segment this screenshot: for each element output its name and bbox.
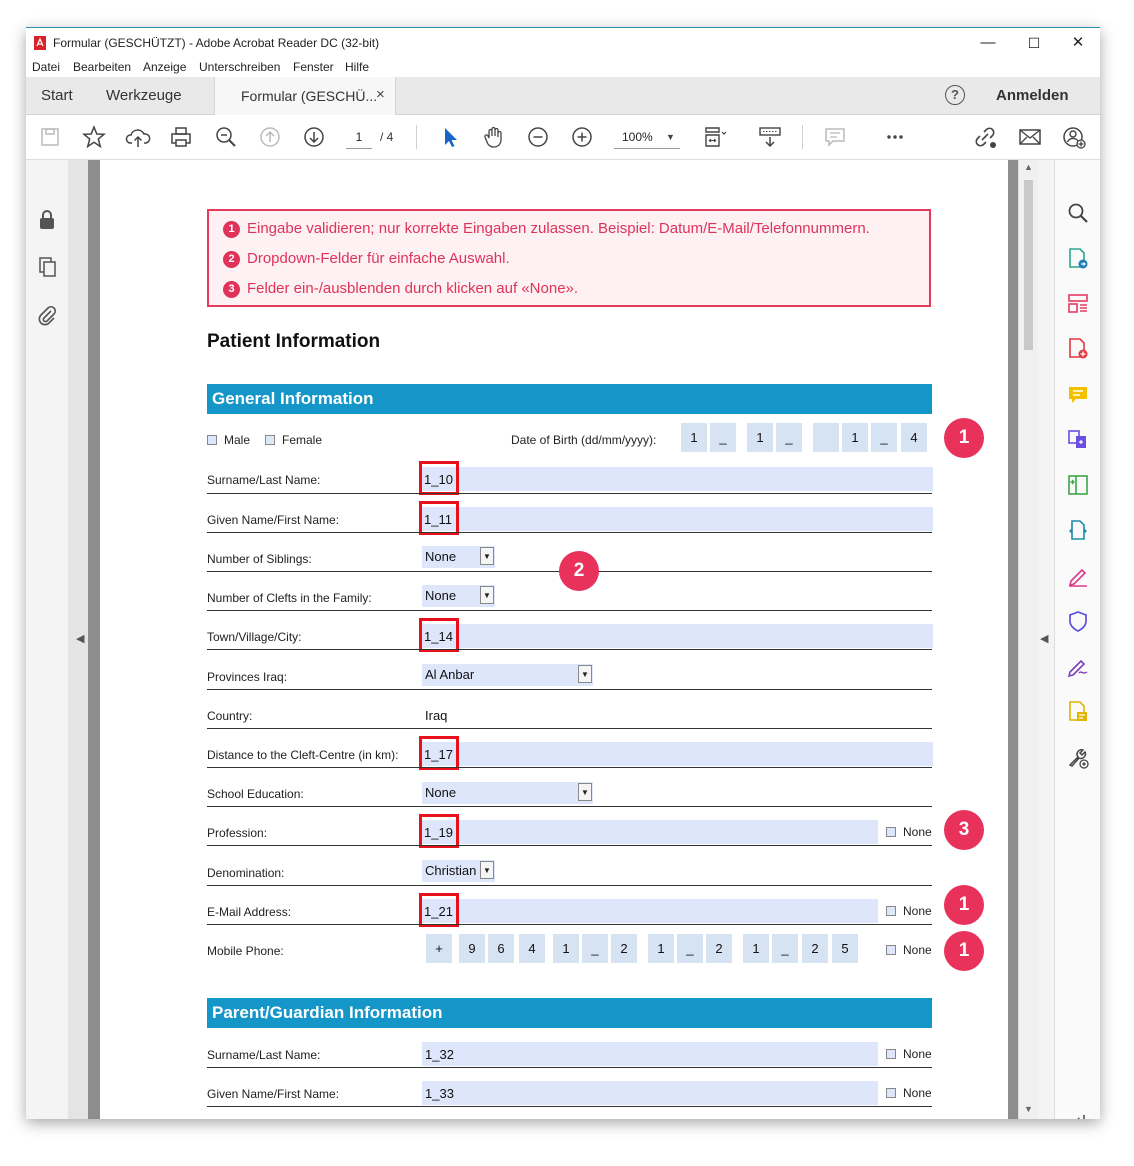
phone-digit[interactable]: 6 — [488, 934, 514, 963]
row-divider — [207, 885, 932, 886]
row-divider — [207, 1106, 932, 1107]
right-gutter — [1038, 160, 1054, 1119]
pages-icon[interactable] — [37, 256, 57, 278]
country-value: Iraq — [425, 708, 448, 723]
siblings-value: None — [425, 549, 457, 564]
request-signature-icon[interactable] — [1067, 655, 1089, 677]
given-name-value-highlight: 1_11 — [419, 501, 459, 535]
acrobat-window — [26, 27, 1100, 1119]
instruction-notice — [207, 209, 931, 307]
school-label: School Education: — [207, 787, 304, 801]
create-pdf-icon[interactable] — [1067, 338, 1089, 360]
print-icon[interactable] — [168, 124, 194, 150]
email-label: E-Mail Address: — [207, 905, 292, 919]
more-options-icon[interactable] — [882, 124, 908, 150]
phone-none-checkbox[interactable] — [886, 945, 896, 955]
parent-surname-none-label: None — [903, 1047, 932, 1061]
phone-digit[interactable]: 5 — [832, 934, 858, 963]
zoom-in-icon[interactable] — [569, 124, 595, 150]
search-zoom-icon[interactable] — [213, 124, 239, 150]
male-label: Male — [224, 433, 251, 447]
row-divider — [207, 649, 932, 650]
province-value: Al Anbar — [425, 667, 475, 682]
marker-validation: 1 — [944, 885, 984, 925]
mobile-phone-field[interactable] — [426, 934, 866, 963]
dob-digit[interactable]: _ — [776, 423, 802, 452]
phone-digit[interactable]: _ — [582, 934, 608, 963]
tab-werkzeuge[interactable]: Werkzeuge — [106, 87, 182, 104]
phone-digit[interactable]: _ — [677, 934, 703, 963]
row-divider — [207, 532, 932, 533]
section-general-information — [207, 384, 932, 414]
clefts-dropdown[interactable] — [422, 585, 495, 607]
notice-text: Eingabe validieren; nur korrekte Eingaben zulassen. Beispiel: Datum/E-Mail/Telefonnummern. — [247, 220, 870, 237]
siblings-dropdown[interactable] — [422, 546, 495, 568]
phone-digit[interactable]: 4 — [519, 934, 545, 963]
menu-fenster[interactable]: Fenster — [293, 60, 334, 74]
dob-digit[interactable]: 1 — [842, 423, 868, 452]
dob-digit[interactable]: 4 — [901, 423, 927, 452]
phone-digit[interactable]: 9 — [459, 934, 485, 963]
siblings-label: Number of Siblings: — [207, 552, 312, 566]
row-divider — [207, 924, 932, 925]
parent-surname-none-checkbox[interactable] — [886, 1049, 896, 1059]
email-icon[interactable] — [1017, 124, 1043, 150]
phone-digit[interactable]: 1 — [553, 934, 579, 963]
fill-sign-icon[interactable] — [1067, 565, 1089, 587]
cloud-upload-icon[interactable] — [125, 124, 151, 150]
acrobat-app-icon — [34, 36, 46, 50]
email-none-label: None — [903, 904, 932, 918]
profession-none-checkbox[interactable] — [886, 827, 896, 837]
zoom-select[interactable] — [614, 126, 680, 149]
window-title: Formular (GESCHÜTZT) - Adobe Acrobat Reader DC (32-bit) — [53, 36, 380, 50]
toolbar-separator — [802, 125, 803, 149]
organize-pages-icon[interactable] — [1067, 293, 1089, 315]
clefts-label: Number of Clefts in the Family: — [207, 591, 372, 605]
prepare-form-icon[interactable] — [1067, 701, 1089, 723]
menu-hilfe[interactable]: Hilfe — [345, 60, 370, 74]
parent-surname-value: 1_32 — [425, 1047, 454, 1062]
section-title: General Information — [212, 389, 374, 408]
mobile-phone-label: Mobile Phone: — [207, 944, 284, 958]
page-number-input[interactable]: 1 — [346, 126, 372, 149]
page-shadow-left — [88, 160, 100, 1119]
dob-digit[interactable]: 1 — [747, 423, 773, 452]
toolbar-separator — [416, 125, 417, 149]
parent-given-input[interactable] — [422, 1081, 878, 1105]
tab-bar — [26, 77, 1100, 115]
scrollbar-thumb[interactable] — [1024, 180, 1033, 350]
phone-digit[interactable]: 1 — [743, 934, 769, 963]
province-dropdown[interactable] — [422, 664, 593, 686]
dob-digit[interactable]: _ — [710, 423, 736, 452]
row-divider — [207, 767, 932, 768]
tab-document[interactable] — [214, 77, 396, 115]
add-user-icon[interactable] — [1061, 124, 1087, 150]
phone-digit[interactable]: _ — [772, 934, 798, 963]
phone-digit[interactable]: 2 — [706, 934, 732, 963]
bookmark-star-icon[interactable] — [81, 124, 107, 150]
chevron-down-icon[interactable]: ▼ — [480, 547, 494, 565]
phone-digit[interactable]: + — [426, 934, 452, 963]
phone-digit[interactable]: 2 — [802, 934, 828, 963]
notice-number: 1 — [223, 221, 240, 238]
right-tools-pane — [1054, 160, 1100, 1119]
town-value-highlight: 1_14 — [419, 618, 459, 652]
edit-pdf-icon[interactable] — [1067, 474, 1089, 496]
vertical-scrollbar[interactable] — [1018, 160, 1039, 1119]
parent-given-none-checkbox[interactable] — [886, 1088, 896, 1098]
female-label: Female — [282, 433, 323, 447]
notice-number: 2 — [223, 251, 240, 268]
dob-digit[interactable]: 1 — [681, 423, 707, 452]
given-name-label: Given Name/First Name: — [207, 513, 340, 527]
profession-none-label: None — [903, 825, 932, 839]
tab-close-icon[interactable]: × — [376, 86, 385, 103]
comment-icon[interactable] — [822, 124, 848, 150]
parent-surname-label: Surname/Last Name: — [207, 1048, 321, 1062]
email-value-highlight: 1_21 — [419, 893, 459, 927]
chevron-down-icon[interactable]: ▼ — [578, 665, 592, 683]
surname-value-highlight: 1_10 — [419, 461, 459, 495]
notice-text: Felder ein-/ausblenden durch klicken auf «None». — [247, 280, 579, 297]
menu-datei[interactable]: Datei — [32, 60, 61, 74]
maximize-button[interactable]: ☐ — [1027, 35, 1041, 51]
row-divider — [207, 728, 932, 729]
email-input[interactable] — [422, 899, 878, 923]
row-divider — [207, 845, 932, 846]
export-pdf-icon[interactable] — [1067, 248, 1089, 270]
scroll-up-icon[interactable]: ▲ — [1024, 162, 1033, 172]
protect-shield-icon[interactable] — [1067, 610, 1089, 632]
comment-tool-icon[interactable] — [1067, 384, 1089, 406]
page-total: / 4 — [380, 130, 394, 144]
previous-page-icon[interactable] — [257, 124, 283, 150]
page-fit-icon[interactable] — [702, 124, 728, 150]
notice-line-1 — [223, 220, 870, 238]
province-label: Provinces Iraq: — [207, 670, 288, 684]
town-input[interactable] — [422, 624, 933, 648]
row-divider — [207, 806, 932, 807]
menu-bearbeiten[interactable]: Bearbeiten — [73, 60, 132, 74]
marker-dropdown: 2 — [559, 551, 599, 591]
distance-label: Distance to the Cleft-Centre (in km): — [207, 748, 399, 762]
hand-tool-icon[interactable] — [481, 124, 507, 150]
marker-validation: 1 — [944, 418, 984, 458]
row-divider — [207, 610, 932, 611]
profession-label: Profession: — [207, 826, 268, 840]
surname-label: Surname/Last Name: — [207, 473, 321, 487]
female-checkbox[interactable] — [265, 435, 275, 445]
tab-document-label: Formular (GESCHÜ... — [241, 88, 378, 104]
collapse-tools-pane-icon[interactable] — [1069, 1112, 1087, 1119]
menu-unterschreiben[interactable]: Unterschreiben — [199, 60, 281, 74]
surname-input[interactable] — [422, 467, 933, 491]
tab-start[interactable]: Start — [41, 87, 73, 104]
phone-digit[interactable]: 1 — [648, 934, 674, 963]
chevron-down-icon: ▼ — [666, 132, 675, 142]
chevron-down-icon[interactable]: ▼ — [480, 861, 494, 879]
given-name-input[interactable] — [422, 507, 933, 531]
dob-field[interactable] — [681, 423, 933, 452]
notice-text: Dropdown-Felder für einfache Auswahl. — [247, 250, 510, 267]
compare-files-icon[interactable] — [1067, 520, 1089, 542]
profession-input[interactable] — [422, 820, 878, 844]
next-page-icon[interactable] — [301, 124, 327, 150]
email-none-checkbox[interactable] — [886, 906, 896, 916]
page-title: Patient Information — [207, 331, 381, 352]
dob-label: Date of Birth (dd/mm/yyyy): — [511, 433, 657, 447]
dob-digit[interactable]: _ — [871, 423, 897, 452]
phone-none-label: None — [903, 943, 932, 957]
marker-validation: 1 — [944, 931, 984, 971]
left-navigation-pane — [26, 160, 69, 1119]
denomination-dropdown[interactable] — [422, 860, 495, 882]
row-divider — [207, 493, 932, 494]
sign-in-button[interactable]: Anmelden — [996, 87, 1069, 104]
minimize-button[interactable]: — — [980, 34, 996, 51]
marker-toggle: 3 — [944, 810, 984, 850]
clefts-value: None — [425, 588, 457, 603]
scroll-down-icon[interactable]: ▼ — [1024, 1104, 1033, 1114]
save-icon[interactable] — [37, 124, 63, 150]
parent-given-none-label: None — [903, 1086, 932, 1100]
country-label: Country: — [207, 709, 253, 723]
help-icon[interactable]: ? — [945, 85, 965, 105]
more-tools-icon[interactable] — [1067, 747, 1089, 769]
school-value: None — [425, 785, 457, 800]
share-link-icon[interactable] — [972, 124, 998, 150]
read-mode-icon[interactable] — [757, 124, 783, 150]
attachment-icon[interactable] — [37, 304, 57, 326]
denomination-label: Denomination: — [207, 866, 285, 880]
close-window-button[interactable]: ✕ — [1071, 34, 1085, 51]
section-parent-guardian — [207, 998, 932, 1028]
town-label: Town/Village/City: — [207, 630, 302, 644]
zoom-value: 100% — [622, 130, 653, 144]
notice-number: 3 — [223, 281, 240, 298]
lock-icon[interactable] — [37, 208, 57, 230]
parent-given-value: 1_33 — [425, 1086, 454, 1101]
collapse-right-icon[interactable]: ◀ — [1040, 633, 1049, 645]
row-divider — [207, 1067, 932, 1068]
section-title: Parent/Guardian Information — [212, 1003, 443, 1022]
toolbar — [26, 115, 1100, 160]
row-divider — [207, 689, 932, 690]
notice-line-2 — [223, 250, 510, 268]
parent-given-label: Given Name/First Name: — [207, 1087, 340, 1101]
menu-anzeige[interactable]: Anzeige — [143, 60, 187, 74]
title-bar — [26, 27, 1100, 58]
denomination-value: Christian — [425, 863, 477, 878]
profession-value-highlight: 1_19 — [419, 814, 459, 848]
collapse-left-icon[interactable]: ◀ — [76, 633, 85, 645]
parent-surname-input[interactable] — [422, 1042, 878, 1066]
school-dropdown[interactable] — [422, 782, 593, 804]
search-tools-icon[interactable] — [1067, 202, 1089, 224]
combine-files-icon[interactable] — [1067, 429, 1089, 451]
distance-value-highlight: 1_17 — [419, 736, 459, 770]
select-cursor-icon[interactable] — [437, 124, 463, 150]
chevron-down-icon[interactable]: ▼ — [480, 586, 494, 604]
page-shadow-right — [1008, 160, 1018, 1119]
chevron-down-icon[interactable]: ▼ — [578, 783, 592, 801]
distance-input[interactable] — [422, 742, 933, 766]
phone-digit[interactable]: 2 — [611, 934, 637, 963]
dob-digit[interactable] — [813, 423, 839, 452]
zoom-out-icon[interactable] — [525, 124, 551, 150]
notice-line-3 — [223, 280, 578, 298]
menu-bar — [26, 57, 1100, 77]
male-checkbox[interactable] — [207, 435, 217, 445]
